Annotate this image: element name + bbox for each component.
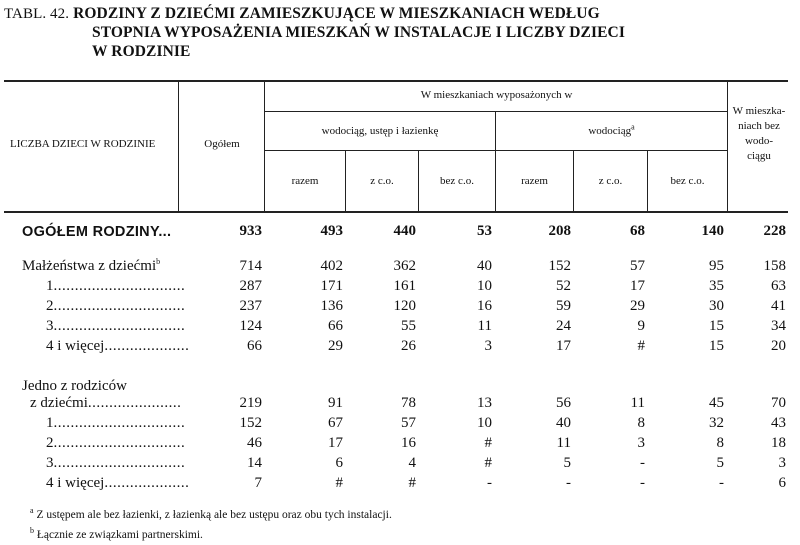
table-cell: 45 [709, 395, 724, 411]
table-cell: 57 [630, 258, 645, 274]
table-cell: 16 [477, 298, 492, 314]
table-cell: 41 [771, 298, 786, 314]
table-cell: 57 [401, 415, 416, 431]
table-cell: 8 [716, 435, 724, 451]
table-cell: 29 [328, 338, 343, 354]
table-cell: 171 [320, 278, 343, 294]
table-title-text-1: RODZINY Z DZIEĆMI ZAMIESZKUJĄCE W MIESZKANIACH WEDŁUG [73, 5, 600, 22]
table-cell: 120 [393, 298, 416, 314]
table-cell: 362 [393, 258, 416, 274]
row-label: OGÓŁEM RODZINY... [22, 224, 172, 240]
row-label: 3............................... [46, 455, 186, 471]
row-label: 4 i więcej.................... [46, 338, 190, 354]
table-cell: - [640, 455, 645, 471]
table-title-line3: W RODZINIE [92, 43, 191, 60]
header-total: Ogółem [204, 138, 240, 150]
table-cell: 493 [320, 223, 343, 239]
table-cell: 714 [239, 258, 262, 274]
table-cell: - [640, 475, 645, 491]
row-label: z dziećmi...................... [30, 395, 182, 411]
table-cell: 11 [556, 435, 571, 451]
header-no-water: W mieszka- niach bez wodo- ciągu [732, 105, 786, 162]
row-label: Jedno z rodziców [22, 378, 127, 394]
table-cell: 30 [709, 298, 724, 314]
table-cell: # [484, 455, 492, 471]
table-cell: 66 [328, 318, 343, 334]
header-razem-2: razem [521, 175, 548, 187]
header-bottom-rule [4, 211, 788, 213]
table-cell: 95 [709, 258, 724, 274]
table-cell: # [335, 475, 343, 491]
header-rule-1 [265, 111, 728, 112]
table-cell: 140 [701, 223, 724, 239]
header-rule-2 [265, 150, 728, 151]
table-cell: # [484, 435, 492, 451]
table-cell: 152 [239, 415, 262, 431]
table-cell: 91 [328, 395, 343, 411]
table-cell: 10 [477, 278, 492, 294]
table-cell: 7 [254, 475, 262, 491]
table-cell: 68 [630, 223, 645, 239]
table-cell: 11 [630, 395, 645, 411]
table-cell: 32 [709, 415, 724, 431]
table-cell: 228 [763, 223, 786, 239]
header-equipped-group: W mieszkaniach wyposażonych w [420, 89, 573, 101]
table-cell: 18 [771, 435, 786, 451]
header-zco-1: z c.o. [370, 175, 394, 187]
table-cell: 29 [630, 298, 645, 314]
table-cell: 124 [239, 318, 262, 334]
header-bezco-2: bez c.o. [670, 175, 705, 187]
header-zco-2: z c.o. [598, 175, 623, 187]
table-title-line2: STOPNIA WYPOSAŻENIA MIESZKAŃ W INSTALACJE I LICZBY DZIECI [92, 24, 625, 41]
table-cell: 5 [563, 455, 571, 471]
table-cell: 3 [778, 455, 786, 471]
table-cell: 158 [763, 258, 786, 274]
table-cell: 10 [477, 415, 492, 431]
table-cell: 237 [239, 298, 262, 314]
table-cell: 53 [477, 223, 492, 239]
row-label: 1............................... [46, 415, 186, 431]
table-cell: 14 [247, 455, 262, 471]
table-cell: 17 [328, 435, 343, 451]
table-cell: 40 [556, 415, 571, 431]
row-label: 3............................... [46, 318, 186, 334]
table-cell: 78 [401, 395, 416, 411]
table-cell: # [408, 475, 416, 491]
table-cell: 59 [556, 298, 571, 314]
row-label: 4 i więcej.................... [46, 475, 190, 491]
table-cell: 66 [247, 338, 262, 354]
table-cell: 52 [556, 278, 571, 294]
table-cell: 17 [630, 278, 645, 294]
table-cell: 3 [637, 435, 645, 451]
table-cell: 34 [771, 318, 786, 334]
table-cell: 20 [771, 338, 786, 354]
table-cell: 6 [778, 475, 786, 491]
header-bezco-1: bez c.o. [440, 175, 474, 187]
row-label: 2............................... [46, 298, 186, 314]
table-cell: 24 [556, 318, 571, 334]
header-razem-1: razem [291, 175, 319, 187]
row-label: Małżeństwa z dziećmi$^b$ [22, 257, 161, 274]
table-cell: 219 [239, 395, 262, 411]
table-cell: 3 [484, 338, 492, 354]
table-cell: 70 [771, 395, 786, 411]
table-cell: 5 [716, 455, 724, 471]
table-cell: # [637, 338, 645, 354]
table-cell: 55 [401, 318, 416, 334]
table-cell: 15 [709, 318, 724, 334]
table-cell: 8 [637, 415, 645, 431]
table-cell: 63 [771, 278, 786, 294]
header-row-label: LICZBA DZIECI W RODZINIE [10, 138, 156, 150]
table-cell: 4 [408, 455, 416, 471]
table-cell: 16 [401, 435, 416, 451]
footnote-b: $^b$ Łącznie ze związkami partnerskimi. [30, 526, 203, 541]
table-number: TABL. 42. [4, 6, 70, 22]
table-cell: 933 [239, 223, 262, 239]
table-cell: 46 [247, 435, 262, 451]
table-cell: 152 [548, 258, 571, 274]
table-cell: 440 [393, 223, 416, 239]
table-cell: 56 [556, 395, 571, 411]
table-cell: 136 [320, 298, 343, 314]
table-cell: 6 [335, 455, 343, 471]
row-label: 1............................... [46, 278, 186, 294]
table-cell: - [566, 475, 571, 491]
table-cell: 26 [401, 338, 416, 354]
table-cell: 402 [320, 258, 343, 274]
table-cell: 15 [709, 338, 724, 354]
header-sub-water: wodociąg$^a$ [588, 122, 635, 137]
table-cell: 208 [548, 223, 571, 239]
table-cell: 11 [477, 318, 492, 334]
row-label: 2............................... [46, 435, 186, 451]
header-sub-full: wodociąg, ustęp i łazienkę [321, 125, 439, 137]
table-cell: - [719, 475, 724, 491]
table-cell: 287 [239, 278, 262, 294]
table-cell: - [487, 475, 492, 491]
table-cell: 40 [477, 258, 492, 274]
table-cell: 9 [637, 318, 645, 334]
table-cell: 161 [393, 278, 416, 294]
table-cell: 43 [771, 415, 786, 431]
table-top-rule [4, 80, 788, 82]
table-cell: 35 [709, 278, 724, 294]
table-cell: 13 [477, 395, 492, 411]
footnote-a: $^a$ Z ustępem ale bez łazienki, z łazienką ale bez ustępu oraz obu tych instalacji. [30, 506, 392, 521]
table-cell: 67 [328, 415, 343, 431]
table-cell: 17 [556, 338, 571, 354]
table-title-line1 [4, 5, 600, 23]
